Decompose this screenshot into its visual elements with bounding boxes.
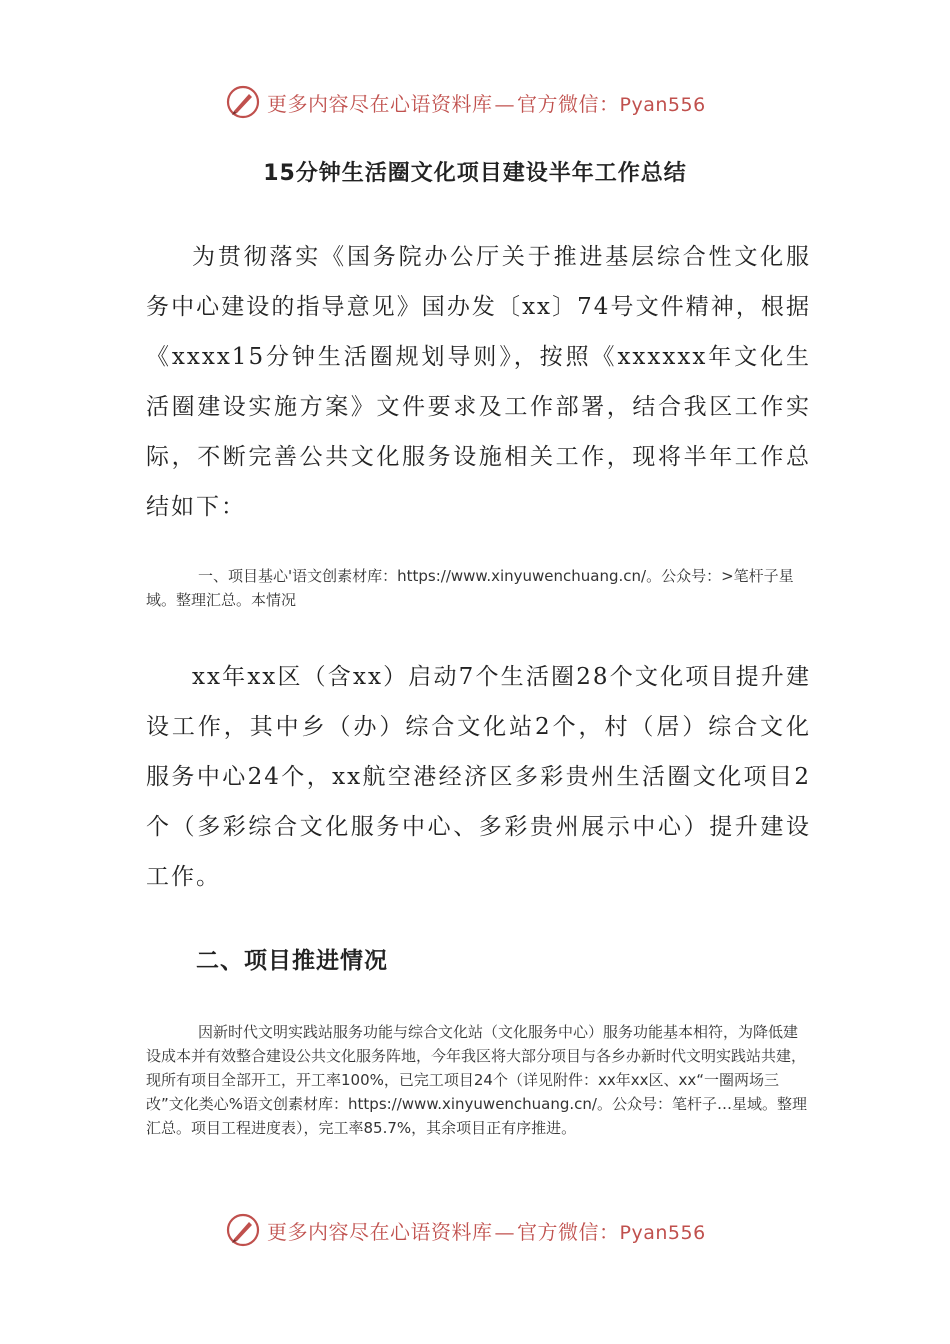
pen-logo-icon — [225, 84, 261, 120]
pen-logo-icon — [225, 1212, 261, 1248]
intro-paragraph: 为贯彻落实《国务院办公厅关于推进基层综合性文化服务中心建设的指导意见》国办发〔xx〕74号文件精神，根据《xxxx15分钟生活圈规划导则》，按照《xxxxxx年文化生活圈建设实施方案》文件要求及工作部署，结合我区工作实际，不断完善公共文化服务设施相关工作，现将半年工作总结如下： — [146, 244, 811, 520]
banner-slogan: 更多内容尽在心语资料库 — [267, 1219, 493, 1244]
banner-wechat-id: Pyan556 — [619, 1221, 706, 1244]
section2-body: 因新时代文明实践站服务功能与综合文化站（文化服务中心）服务功能基本相符，为降低建设成本并有效整合建设公共文化服务阵地，今年我区将大部分项目与各乡办新时代文明实践站共建，现所有项目全部开工，开工率100%，已完工项目24个（详见附件：xx年xx区、xx“一圈两场三改”文化类心%语文创素材库：https://www.xinyuwenchuang.cn/。公众号：笔杆子…星域。整理汇总。项目工程进度表），完工率85.7%，其余项目正有序推进。 — [146, 1023, 807, 1137]
banner-slogan: 更多内容尽在心语资料库 — [267, 91, 493, 116]
banner-text — [267, 88, 706, 117]
banner-wechat-label: 官方微信： — [517, 91, 620, 116]
section2-heading: 二、项目推进情况 — [196, 948, 388, 974]
section1-body: xx年xx区（含xx）启动7个生活圈28个文化项目提升建设工作，其中乡（办）综合文化站2个，村（居）综合文化服务中心24个，xx航空港经济区多彩贵州生活圈文化项目2个（多彩综合文化服务中心、多彩贵州展示中心）提升建设工作。 — [146, 664, 811, 890]
banner-wechat-label: 官方微信： — [517, 1219, 620, 1244]
document-title: 15分钟生活圈文化项目建设半年工作总结 — [263, 161, 687, 186]
section1-heading-note: 一、项目基心'语文创素材库：https://www.xinyuwenchuang.cn/。公众号：>笔杆子星域。整理汇总。本情况 — [146, 567, 794, 609]
footer-watermark-banner — [225, 1210, 725, 1250]
banner-wechat-id: Pyan556 — [619, 93, 706, 116]
header-watermark-banner — [225, 82, 725, 122]
banner-dash: — — [494, 1219, 515, 1244]
banner-text — [267, 1216, 706, 1245]
banner-dash: — — [494, 91, 515, 116]
